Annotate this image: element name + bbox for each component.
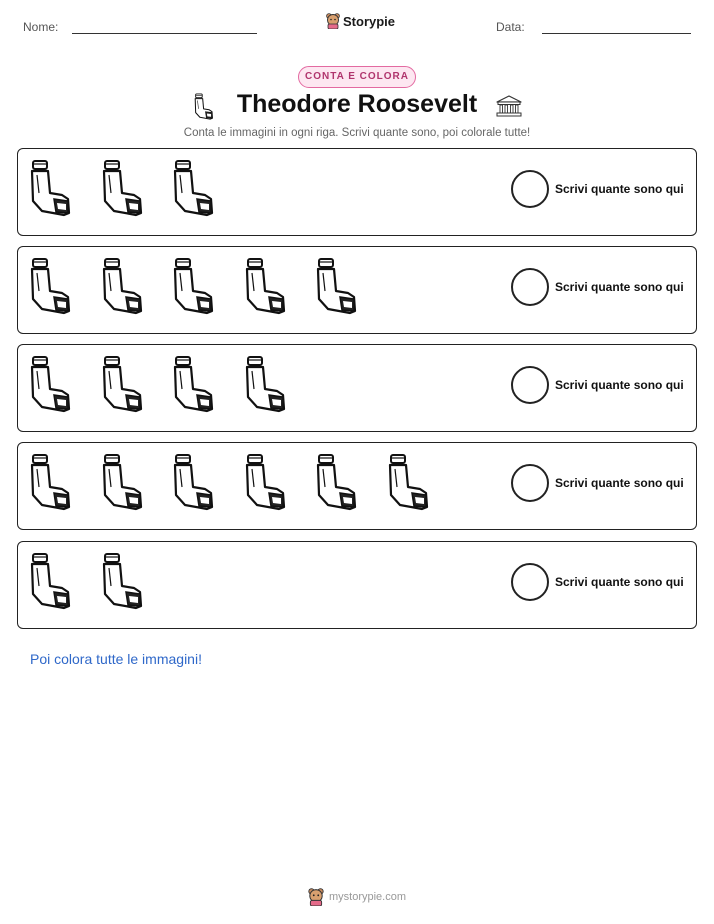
brand-logo xyxy=(326,13,395,29)
page-title: Theodore Roosevelt xyxy=(236,90,478,118)
answer-prompt: Scrivi quante sono qui xyxy=(555,476,684,490)
inhaler-icon xyxy=(314,257,364,317)
answer-prompt: Scrivi quante sono qui xyxy=(555,182,684,196)
inhaler-icon xyxy=(100,552,150,612)
inhaler-icon xyxy=(171,159,221,219)
footer-url: mystorypie.com xyxy=(329,891,407,903)
name-label: Nome: xyxy=(23,20,59,34)
inhaler-icon xyxy=(28,355,78,415)
inhaler-icon xyxy=(171,453,221,513)
inhaler-icon xyxy=(100,355,150,415)
bear-logo-icon xyxy=(308,888,324,906)
inhaler-icon xyxy=(28,159,78,219)
inhaler-icon xyxy=(28,453,78,513)
answer-circle[interactable] xyxy=(511,366,549,404)
inhaler-icon xyxy=(100,257,150,317)
answer-prompt: Scrivi quante sono qui xyxy=(555,575,684,589)
date-field-line[interactable] xyxy=(542,33,691,34)
inhaler-icon xyxy=(100,453,150,513)
inhaler-icon xyxy=(28,552,78,612)
inhaler-icon xyxy=(314,453,364,513)
name-field-line[interactable] xyxy=(72,33,257,34)
answer-circle[interactable] xyxy=(511,170,549,208)
inhaler-icon xyxy=(243,257,293,317)
inhaler-icon xyxy=(171,257,221,317)
answer-prompt: Scrivi quante sono qui xyxy=(555,378,684,392)
inhaler-icon xyxy=(243,355,293,415)
instructions: Conta le immagini in ogni riga. Scrivi quante sono, poi colorale tutte! xyxy=(183,127,531,139)
bear-logo-icon xyxy=(326,13,340,29)
footer-brand xyxy=(308,888,406,906)
answer-circle[interactable] xyxy=(511,268,549,306)
inhaler-icon xyxy=(100,159,150,219)
inhaler-icon xyxy=(386,453,436,513)
count-row xyxy=(17,246,697,334)
answer-circle[interactable] xyxy=(511,563,549,601)
building-icon xyxy=(495,95,523,117)
date-label: Data: xyxy=(496,20,525,34)
brand-name: Storypie xyxy=(343,13,396,29)
count-row xyxy=(17,442,697,530)
count-row xyxy=(17,541,697,629)
count-row xyxy=(17,344,697,432)
inhaler-icon xyxy=(28,257,78,317)
answer-circle[interactable] xyxy=(511,464,549,502)
color-instruction: Poi colora tutte le immagini! xyxy=(30,651,202,667)
inhaler-icon xyxy=(243,453,293,513)
count-row xyxy=(17,148,697,236)
inhaler-icon xyxy=(171,355,221,415)
answer-prompt: Scrivi quante sono qui xyxy=(555,280,684,294)
activity-badge: CONTA E COLORA xyxy=(298,66,416,88)
